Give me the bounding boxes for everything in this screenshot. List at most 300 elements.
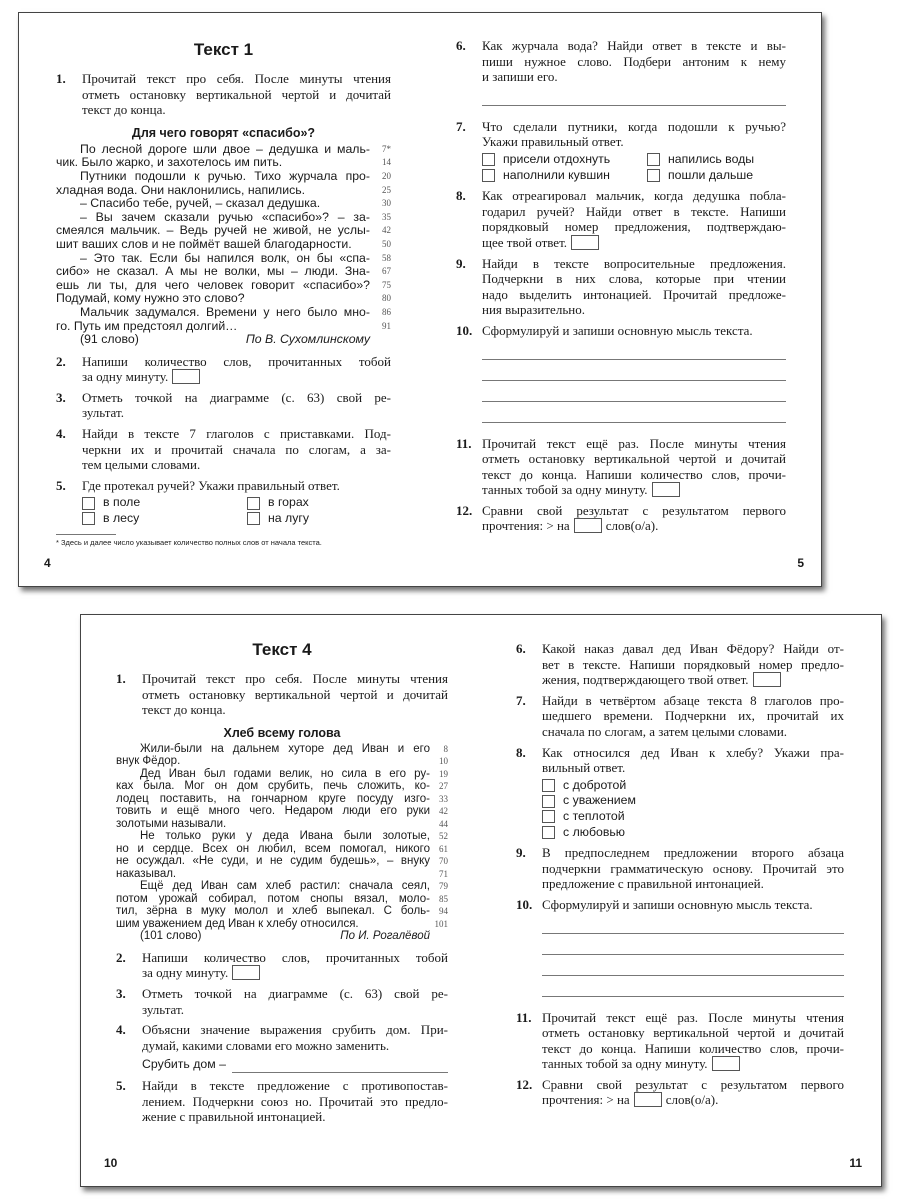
page-title: Текст 1 — [193, 40, 254, 59]
word-count-marker: 85 — [439, 893, 448, 904]
checkbox[interactable] — [82, 497, 95, 510]
question-number: 1. — [116, 671, 126, 686]
question-number: 12. — [516, 1076, 533, 1092]
question-body — [82, 71, 391, 118]
question-line: ния выразительно. — [482, 302, 585, 318]
question-number: 5. — [116, 1077, 126, 1093]
question-line — [142, 965, 448, 981]
answer-option[interactable] — [247, 511, 391, 527]
answer-options — [542, 778, 844, 840]
line-text: тил, зёрна в муку молол и хлеб выпекал. С боль- — [116, 905, 430, 918]
question-number: 2. — [56, 353, 66, 369]
author: По В. Сухомлинскому — [245, 332, 370, 347]
story-line — [56, 170, 391, 184]
question — [516, 693, 844, 740]
option-label: с теплотой — [563, 808, 625, 823]
question-line: текст до конца. — [82, 102, 166, 118]
question — [56, 390, 391, 421]
answer-lines — [482, 85, 786, 106]
story-line — [56, 279, 391, 293]
word-count-marker: 75 — [382, 279, 391, 290]
word-count-marker: 79 — [439, 881, 448, 892]
question-body — [482, 38, 786, 114]
answer-box[interactable] — [652, 482, 680, 497]
word-count-marker: 42 — [439, 806, 448, 817]
spread-text-1 — [18, 12, 822, 587]
checkbox[interactable] — [247, 497, 260, 510]
word-count-marker: 80 — [382, 293, 391, 304]
option-label: присели отдохнуть — [503, 151, 611, 166]
answer-option[interactable] — [482, 152, 647, 168]
question-body — [482, 436, 786, 498]
page-number: 5 — [797, 556, 804, 570]
checkbox[interactable] — [247, 512, 260, 525]
answer-option[interactable] — [542, 778, 742, 794]
word-count-marker: 19 — [439, 768, 448, 779]
line-text: наказывал. — [116, 867, 177, 880]
question-number: 6. — [456, 38, 466, 53]
question-line: пиши нужное слово. Подбери антоним к нему — [482, 53, 786, 69]
page-title: Текст 4 — [252, 640, 312, 659]
question — [116, 671, 448, 718]
line-text: шит ваших слов и не поймёт вашей благодарности. — [56, 237, 352, 251]
question-number: 2. — [116, 949, 126, 965]
line-text: Дед Иван был годами велик, но сила в его ру- — [140, 767, 430, 780]
question-line: Сформулируй и запиши основную мысль текста. — [482, 322, 753, 338]
word-count-marker: 94 — [439, 906, 448, 917]
question-line: Подчеркни в них слова, которые при чтении — [482, 271, 786, 287]
question — [516, 897, 844, 1005]
question-line: жение с правильной интонацией. — [142, 1109, 326, 1125]
question-line: Прочитай текст ещё раз. После минуты чтения — [482, 435, 786, 451]
answer-line[interactable] — [542, 976, 844, 997]
line-text: но и сердце. Всех он любил, всем помогал, никого — [116, 842, 430, 855]
word-count-marker: 70 — [439, 856, 448, 867]
fill-in-line — [142, 1057, 448, 1073]
story-line — [56, 197, 391, 211]
question-line: Прочитай текст про себя. После минуты чтения — [142, 671, 448, 686]
question — [456, 323, 786, 431]
word-count-marker: 10 — [439, 756, 448, 767]
question-body — [142, 1022, 448, 1073]
footnote: * Здесь и далее число указывает количество полных слов от начала текста. — [56, 534, 391, 548]
page-number: 10 — [104, 1156, 118, 1170]
question-body — [142, 671, 448, 718]
question-number: 3. — [56, 389, 66, 405]
answer-line[interactable] — [542, 934, 844, 955]
option-label: пошли дальше — [668, 167, 754, 182]
word-count-marker: 101 — [434, 918, 448, 929]
page-right — [516, 615, 862, 1186]
answer-lines — [482, 339, 786, 423]
answer-line[interactable] — [482, 381, 786, 402]
checkbox[interactable] — [542, 826, 555, 839]
question-line: текст до конца. — [142, 702, 226, 718]
word-count-marker: 86 — [382, 306, 391, 317]
spacer — [542, 997, 844, 1005]
checkbox[interactable] — [647, 169, 660, 182]
question-number: 3. — [116, 985, 126, 1001]
question-line — [542, 1056, 844, 1072]
line-text: ешь ли ты, для чего человек говорит «спасибо»? — [56, 278, 370, 292]
question-line — [482, 235, 786, 251]
page-left — [104, 615, 448, 1186]
question — [116, 1078, 448, 1125]
question-number: 7. — [456, 118, 466, 134]
story-line — [116, 755, 448, 768]
answer-line[interactable] — [482, 402, 786, 423]
line-text: жения, подтверждающего твой ответ. — [542, 672, 749, 688]
question-number: 12. — [456, 502, 473, 518]
line-text: прочтения: > на — [482, 518, 570, 534]
word-count: (101 слово) — [140, 930, 202, 943]
option-label: в горах — [268, 495, 309, 510]
question-number: 4. — [56, 426, 66, 442]
question-body — [542, 897, 844, 1005]
question-line: Напиши количество слов, прочитанных тобой — [82, 353, 391, 369]
word-count-marker: 8 — [443, 743, 448, 754]
question-body — [542, 641, 844, 688]
line-text: лодец поставить, на гончарном круге посуду изго- — [116, 792, 430, 805]
question-line — [542, 672, 844, 688]
question-body — [482, 119, 786, 183]
question — [516, 641, 844, 688]
story-line — [116, 880, 448, 893]
answer-line[interactable] — [482, 85, 786, 106]
question-body — [142, 950, 448, 981]
answer-option[interactable] — [82, 495, 247, 511]
question-body — [142, 1078, 448, 1125]
question-line: Как относился дед Иван к хлебу? Укажи пра- — [542, 744, 844, 760]
word-count-marker: 33 — [439, 793, 448, 804]
question-line: лением. Подчеркни союз но. Прочитай это предло- — [142, 1093, 448, 1109]
word-count-marker: 52 — [439, 831, 448, 842]
question-line: текст до конца. Напиши количество слов, прочи- — [482, 466, 786, 482]
question-body — [142, 986, 448, 1017]
story-line — [56, 238, 391, 252]
story-line — [56, 306, 391, 320]
line-text: товить и ещё много чего. Недаром люди его руки — [116, 805, 430, 818]
question-line: Что сделали путники, когда подошли к ручью? — [482, 118, 786, 134]
question-line: подчеркни грамматическую основу. Прочитай это — [542, 860, 844, 876]
answer-line[interactable] — [542, 955, 844, 976]
question-body — [482, 323, 786, 431]
checkbox[interactable] — [542, 810, 555, 823]
question-line: сначала по слогам, а затем целыми словами. — [542, 723, 788, 739]
checkbox[interactable] — [82, 512, 95, 525]
question-number: 9. — [456, 255, 466, 271]
question-number: 10. — [456, 322, 473, 338]
question-line: отметь остановку вертикальной чертой и дочитай — [542, 1025, 844, 1041]
answer-option[interactable] — [542, 825, 742, 841]
answer-option[interactable] — [247, 495, 391, 511]
answer-box[interactable] — [753, 672, 781, 687]
question-line: Прочитай текст про себя. После минуты чтения — [82, 71, 391, 86]
story-line — [56, 184, 391, 198]
question-number: 10. — [516, 896, 533, 912]
question-line: надо выделить интонацией. Прочитай предложе- — [482, 286, 786, 302]
question-body — [82, 426, 391, 473]
fill-label: Срубить дом – — [142, 1057, 226, 1072]
word-count-marker: 7* — [382, 143, 391, 154]
question-line: Отметь точкой на диаграмме (с. 63) свой ре- — [82, 389, 391, 405]
question-line: отметь остановку вертикальной чертой и дочитай — [482, 451, 786, 467]
answer-line[interactable] — [482, 339, 786, 360]
question-line: отметь остановку вертикальной чертой и дочитай — [142, 686, 448, 702]
question-line: Где протекал ручей? Укажи правильный ответ. — [82, 477, 340, 493]
line-text: хладная вода. Они наклонились, напились. — [56, 183, 306, 197]
answer-box[interactable] — [232, 965, 260, 980]
spacer — [482, 106, 786, 114]
story-line — [116, 830, 448, 843]
question-line: Напиши количество слов, прочитанных тобой — [142, 949, 448, 965]
answer-lines — [542, 913, 844, 997]
question-line: годарил ручей? Найди ответ в тексте. Напиши — [482, 203, 786, 219]
question-line: вет в тексте. Напиши порядковый номер предло- — [542, 656, 844, 672]
question — [516, 745, 844, 841]
checkbox[interactable] — [542, 779, 555, 792]
question-line — [542, 1092, 844, 1108]
story-line — [116, 843, 448, 856]
question-line: тем целыми словами. — [82, 457, 201, 473]
question-body — [542, 1010, 844, 1072]
word-count-marker: 35 — [382, 211, 391, 222]
line-text: Путники подошли к ручью. Тихо журчала про- — [80, 169, 370, 183]
question-line: Сравни свой результат с результатом первого — [542, 1076, 844, 1092]
page-number: 4 — [44, 556, 51, 570]
line-text: смеялся мальчик. – Ведь ручей не живой, не услы- — [56, 224, 370, 238]
question-number: 11. — [516, 1009, 532, 1025]
question-body — [82, 354, 391, 385]
question — [116, 950, 448, 981]
line-text: щее твой ответ. — [482, 234, 568, 250]
option-label: напились воды — [668, 151, 755, 166]
story-line — [116, 743, 448, 756]
question-body — [482, 503, 786, 534]
word-count-marker: 71 — [439, 868, 448, 879]
question — [516, 1010, 844, 1072]
question-line: Отметь точкой на диаграмме (с. 63) свой ре- — [142, 985, 448, 1001]
line-text: за одну минуту. — [82, 369, 169, 385]
story-line — [116, 780, 448, 793]
question-number: 9. — [516, 845, 526, 861]
question-line: шедшего времени. Подчеркни их, прочитай их — [542, 708, 844, 724]
question — [56, 478, 391, 527]
story-heading: Хлеб всему голова — [223, 725, 341, 740]
question — [456, 503, 786, 534]
answer-option[interactable] — [82, 511, 247, 527]
question-line: Прочитай текст ещё раз. После минуты чтения — [542, 1009, 844, 1025]
story-line — [56, 143, 391, 157]
attribution — [116, 930, 430, 943]
checkbox[interactable] — [647, 153, 660, 166]
option-label: в поле — [103, 495, 141, 510]
question-line: текст до конца. Напиши количество слов, прочи- — [542, 1040, 844, 1056]
answer-option[interactable] — [482, 168, 647, 184]
answer-line[interactable] — [232, 1060, 448, 1073]
story-line — [56, 224, 391, 238]
question-line: Найди в тексте предложение с противопостав- — [142, 1077, 448, 1093]
page-left — [44, 13, 391, 586]
answer-box[interactable] — [172, 369, 200, 384]
story-line — [116, 793, 448, 806]
line-text: прочтения: > на — [542, 1092, 630, 1108]
question-number: 8. — [516, 744, 526, 760]
question-line: вильный ответ. — [542, 760, 626, 776]
checkbox[interactable] — [542, 795, 555, 808]
question-line: Найди в тексте 7 глаголов с приставками. Под- — [82, 426, 391, 442]
word-count-marker: 25 — [382, 184, 391, 195]
question-line: Найди в четвёртом абзаце текста 8 глаголов про- — [542, 692, 844, 708]
question-line: Как отреагировал мальчик, когда дедушка побла- — [482, 188, 786, 204]
line-text: го. Путь им предстоял долгий… — [56, 319, 238, 333]
option-label: наполнили кувшин — [503, 167, 610, 182]
question — [456, 38, 786, 114]
answer-box[interactable] — [571, 235, 599, 250]
question-body — [82, 478, 391, 527]
story-line — [56, 211, 391, 225]
story-line — [56, 156, 391, 170]
line-text: золотыми называли. — [116, 817, 227, 830]
question-line: думай, какими словами его можно заменить. — [142, 1037, 390, 1053]
word-count-marker: 50 — [382, 238, 391, 249]
question-number: 11. — [456, 435, 472, 451]
line-text: чик. Было жарко, и захотелось им пить. — [56, 156, 283, 170]
page-number: 11 — [849, 1156, 862, 1170]
question-line: Объясни значение выражения срубить дом. При- — [142, 1022, 448, 1038]
question-body — [542, 693, 844, 740]
option-label: с уважением — [563, 793, 636, 808]
line-text: Жили-были на дальнем хуторе дед Иван и его — [140, 742, 430, 755]
word-count-marker: 67 — [382, 266, 391, 277]
question-body — [82, 390, 391, 421]
question-number: 7. — [516, 692, 526, 708]
answer-options — [482, 152, 786, 183]
question-body — [542, 1077, 844, 1108]
question — [116, 1022, 448, 1073]
story-text — [56, 143, 391, 347]
story-line — [116, 905, 448, 918]
question-body — [482, 256, 786, 318]
question — [56, 71, 391, 118]
answer-options — [82, 495, 391, 526]
option-label: на лугу — [268, 511, 310, 526]
line-text: – Это так. Если бы напился волк, он бы «спа- — [80, 251, 370, 265]
option-label: с добротой — [563, 777, 627, 792]
question-line — [482, 518, 786, 534]
story-line — [116, 818, 448, 831]
line-text: не осуждал. «Не суди, и не судим будешь», – внуку — [116, 855, 430, 868]
line-text: ках была. Мог он дом срубить, печь сложить, ко- — [116, 780, 430, 793]
question-line: Какой наказ давал дед Иван Фёдору? Найди от- — [542, 641, 844, 656]
word-count-marker: 14 — [382, 157, 391, 168]
question-line: В предпоследнем предложении второго абзаца — [542, 845, 844, 861]
question-line: Сформулируй и запиши основную мысль текста. — [542, 896, 813, 912]
story-heading: Для чего говорят «спасибо»? — [131, 125, 316, 140]
question — [116, 986, 448, 1017]
answer-box[interactable] — [712, 1056, 740, 1071]
line-text: слов(о/а). — [665, 1092, 719, 1108]
story-line — [56, 292, 391, 306]
question-number: 8. — [456, 188, 466, 204]
story-line — [116, 868, 448, 881]
checkbox[interactable] — [482, 169, 495, 182]
spacer — [482, 423, 786, 431]
question — [56, 426, 391, 473]
checkbox[interactable] — [482, 153, 495, 166]
word-count-marker: 44 — [439, 818, 448, 829]
word-count-marker: 42 — [382, 225, 391, 236]
line-text: Подумай, кому нужно это слово? — [56, 292, 245, 306]
question-body — [542, 845, 844, 892]
question — [456, 256, 786, 318]
line-text: танных тобой за одну минуту. — [542, 1056, 708, 1072]
question-line — [482, 482, 786, 498]
answer-option[interactable] — [647, 168, 786, 184]
question-body — [542, 745, 844, 841]
line-text: шим уважением дед Иван к хлебу относился. — [116, 917, 359, 930]
answer-line[interactable] — [482, 360, 786, 381]
word-count-marker: 30 — [382, 198, 391, 209]
line-text: Не только руки у деда Ивана были золотые, — [140, 830, 430, 843]
answer-line[interactable] — [542, 913, 844, 934]
word-count-marker: 61 — [439, 843, 448, 854]
question-number: 1. — [56, 71, 66, 86]
question-line: Сравни свой результат с результатом первого — [482, 502, 786, 518]
question-line: и запиши его. — [482, 69, 558, 85]
story-line — [56, 252, 391, 266]
question — [456, 436, 786, 498]
question-line — [82, 369, 391, 385]
answer-box[interactable] — [574, 518, 602, 533]
answer-box[interactable] — [634, 1092, 662, 1107]
question-line: зультат. — [142, 1001, 184, 1017]
question-line: черкни их и прочитай сначала по слогам, а за- — [82, 441, 391, 457]
word-count-marker: 91 — [382, 320, 391, 331]
word-count-marker: 58 — [382, 252, 391, 263]
question-number: 6. — [516, 641, 526, 656]
question — [456, 188, 786, 250]
question-line: Найди в тексте вопросительные предложения. — [482, 255, 786, 271]
question-number: 5. — [56, 477, 66, 493]
line-text: сибо» не сказал. А мы не волки, мы – люди. Зна- — [56, 265, 370, 279]
story-line — [116, 918, 448, 931]
story-text — [116, 743, 448, 943]
question-line: порядковый номер предложения, подтверждаю- — [482, 219, 786, 235]
line-text: потом урожай собирал, потом снопы вязал, моло- — [116, 892, 430, 905]
question-line: зультат. — [82, 405, 124, 421]
answer-option[interactable] — [542, 793, 742, 809]
question-line: Как журчала вода? Найди ответ в тексте и вы- — [482, 38, 786, 53]
line-text: По лесной дороге шли двое – дедушка и маль- — [80, 142, 370, 156]
line-text: слов(о/а). — [605, 518, 659, 534]
question — [56, 354, 391, 385]
question-number: 4. — [116, 1022, 126, 1038]
answer-option[interactable] — [647, 152, 786, 168]
option-label: в лесу — [103, 511, 140, 526]
story-line — [116, 805, 448, 818]
page-right — [456, 13, 804, 586]
story-line — [56, 265, 391, 279]
story-line — [116, 893, 448, 906]
line-text: – Вы зачем сказали ручью «спасибо»? – за- — [80, 210, 370, 224]
line-text: Мальчик задумался. Времени у него было мно- — [80, 305, 370, 319]
answer-option[interactable] — [542, 809, 742, 825]
word-count-marker: 20 — [382, 170, 391, 181]
question-body — [482, 188, 786, 250]
question-line: предложение с правильной интонацией. — [542, 876, 764, 892]
spread-text-4 — [80, 614, 882, 1187]
